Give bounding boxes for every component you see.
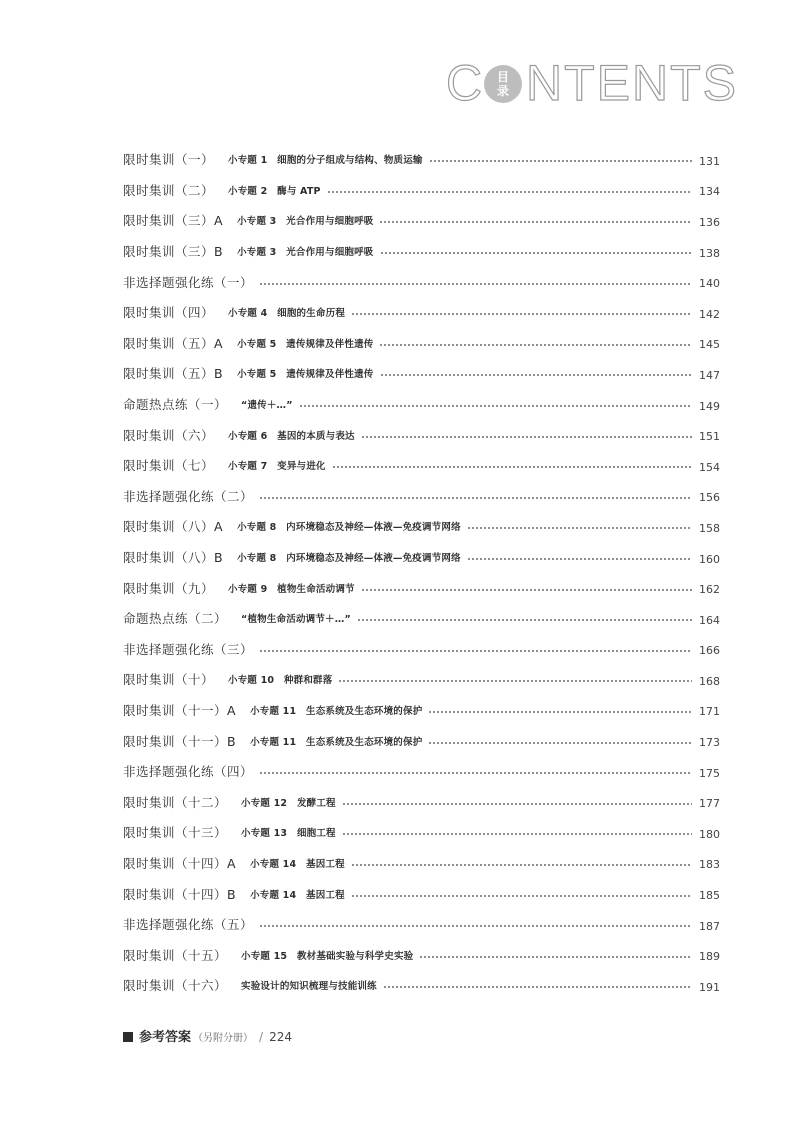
toc-entry-page: 158 [699,521,720,535]
toc-entry[interactable] [123,756,720,787]
dot-leader [338,675,692,685]
dot-leader [259,492,692,502]
toc-entry-topic: 小专题 11 生态系统及生态环境的保护 [250,736,423,748]
dot-leader [429,155,692,165]
dot-leader [327,186,692,196]
dot-leader [467,522,692,532]
contents-letters-rest: NTENTS [526,55,738,111]
toc-entry-topic: “遗传＋…” [241,400,293,412]
dot-leader [351,859,692,869]
toc-entry-topic: 小专题 13 细胞工程 [241,828,336,840]
toc-entry-label: 限时集训（七） [123,458,215,474]
toc-entry-page: 156 [699,491,720,505]
toc-entry[interactable] [123,572,720,603]
toc-entry-topic: 小专题 4 细胞的生命历程 [228,308,346,320]
toc-entry[interactable] [123,725,720,756]
toc-entry[interactable] [123,634,720,665]
toc-entry-label: 限时集训（十六） [123,978,228,994]
toc-entry-page: 131 [699,154,720,168]
toc-entry[interactable] [123,450,720,481]
toc-entry-label: 限时集训（十三） [123,825,228,841]
dot-leader [383,981,692,991]
toc-entry-page: 166 [699,644,720,658]
toc-entry-topic: 小专题 3 光合作用与细胞呼吸 [237,247,374,259]
toc-entry-topic: 小专题 1 细胞的分子组成与结构、物质运输 [228,155,423,167]
toc-entry-label: 限时集训（十二） [123,794,228,810]
toc-entry-label: 限时集训（十四）A [123,855,237,871]
dot-leader [379,339,692,349]
toc-entry-label: 非选择题强化练（三） [123,641,254,657]
toc-entry[interactable] [123,878,720,909]
toc-entry[interactable] [123,817,720,848]
answer-key-footer[interactable] [123,1026,292,1045]
toc-entry-topic: 实验设计的知识梳理与技能训练 [241,981,377,993]
toc-entry-label: 命题热点练（一） [123,397,228,413]
toc-entry[interactable] [123,481,720,512]
toc-entry-label: 限时集训（十一）A [123,702,237,718]
dot-leader [419,951,692,961]
toc-entry[interactable] [123,511,720,542]
toc-entry-topic: 小专题 10 种群和群落 [228,675,333,687]
toc-entry-topic: 小专题 15 教材基础实验与科学史实验 [241,950,414,962]
toc-entry-topic: 小专题 11 生态系统及生态环境的保护 [250,705,423,717]
toc-entry-page: 187 [699,919,720,933]
dot-leader [351,308,692,318]
toc-entry[interactable] [123,970,720,1001]
mulu-badge [484,65,522,103]
toc-entry-label: 限时集训（一） [123,152,215,168]
toc-entry-label: 限时集训（五）A [123,335,224,351]
toc-entry[interactable] [123,389,720,420]
dot-leader [380,247,693,257]
dot-leader [332,461,692,471]
toc-entry[interactable] [123,542,720,573]
toc-entry-label: 限时集训（八）A [123,519,224,535]
toc-entry-page: 180 [699,827,720,841]
dot-leader [428,706,692,716]
toc-entry[interactable] [123,266,720,297]
dot-leader [299,400,692,410]
toc-entry-topic: 小专题 9 植物生命活动调节 [228,583,355,595]
toc-entry[interactable] [123,144,720,175]
answer-key-title: 参考答案 [139,1030,192,1045]
toc-entry-topic: 小专题 14 基因工程 [250,858,345,870]
toc-entry-topic: 小专题 12 发酵工程 [241,797,336,809]
dot-leader [259,645,692,655]
dot-leader [342,798,692,808]
dot-leader [380,369,693,379]
toc-entry[interactable] [123,236,720,267]
toc-entry-label: 限时集训（二） [123,182,215,198]
dot-leader [379,216,692,226]
toc-entry-label: 非选择题强化练（二） [123,488,254,504]
toc-entry-label: 限时集训（十四）B [123,886,237,902]
toc-entry-label: 限时集训（十） [123,672,215,688]
answer-key-note: （另附分册） [193,1033,254,1044]
toc-entry-label: 限时集训（十五） [123,947,228,963]
toc-entry-label: 非选择题强化练（四） [123,764,254,780]
toc-entry-label: 限时集训（三）B [123,244,224,260]
toc-entry[interactable] [123,328,720,359]
toc-entry-topic: 小专题 3 光合作用与细胞呼吸 [237,216,374,228]
toc-entry-topic: 小专题 5 遗传规律及伴性遗传 [237,369,374,381]
toc-entry[interactable] [123,664,720,695]
toc-entry-page: 183 [699,858,720,872]
toc-entry-topic: 小专题 7 变异与进化 [228,461,326,473]
toc-entry-topic: 小专题 8 内环境稳态及神经—体液—免疫调节网络 [237,553,461,565]
toc-entry-topic: 小专题 8 内环境稳态及神经—体液—免疫调节网络 [237,522,461,534]
toc-entry-page: 191 [699,980,720,994]
toc-entry-label: 限时集训（九） [123,580,215,596]
toc-entry-page: 175 [699,766,720,780]
dot-leader [467,553,692,563]
toc-entry-topic: 小专题 2 酶与 ATP [228,185,321,197]
toc-entry[interactable] [123,695,720,726]
toc-entry-topic: 小专题 14 基因工程 [250,889,345,901]
toc-entry-label: 限时集训（六） [123,427,215,443]
toc-entry-label: 限时集训（十一）B [123,733,237,749]
dot-leader [357,614,692,624]
toc-entry-topic: 小专题 5 遗传规律及伴性遗传 [237,338,374,350]
toc-entry-page: 151 [699,430,720,444]
dot-leader [259,278,692,288]
footer-separator: / [259,1030,264,1044]
toc-entry-page: 189 [699,950,720,964]
toc-entry-page: 140 [699,277,720,291]
dot-leader [259,920,692,930]
toc-entry-page: 171 [699,705,720,719]
toc-entry-page: 136 [699,215,720,229]
dot-leader [342,828,692,838]
dot-leader [259,767,692,777]
toc-entry-page: 185 [699,889,720,903]
badge-char-2: 录 [496,84,509,98]
toc-entry[interactable] [123,419,720,450]
toc-entry-page: 173 [699,736,720,750]
toc-entry-page: 154 [699,460,720,474]
badge-char-1: 目 [496,70,509,84]
toc-entry-page: 168 [699,674,720,688]
square-bullet-icon [123,1032,133,1042]
toc-entry[interactable] [123,909,720,940]
toc-entry[interactable] [123,939,720,970]
toc-entry-label: 限时集训（五）B [123,366,224,382]
dot-leader [428,737,692,747]
toc-entry-label: 限时集训（四） [123,305,215,321]
toc-entry-page: 149 [699,399,720,413]
toc-entry-page: 177 [699,797,720,811]
toc-entry-page: 162 [699,583,720,597]
dot-leader [361,431,692,441]
contents-header [446,55,738,111]
toc-entry-page: 160 [699,552,720,566]
toc-entry-topic: “植物生命活动调节＋…” [241,614,351,626]
table-of-contents [123,144,720,1001]
toc-entry-topic: 小专题 6 基因的本质与表达 [228,430,355,442]
toc-entry[interactable] [123,205,720,236]
toc-entry[interactable] [123,175,720,206]
dot-leader [361,584,692,594]
toc-entry-label: 命题热点练（二） [123,611,228,627]
toc-entry[interactable] [123,297,720,328]
toc-entry[interactable] [123,786,720,817]
toc-entry-label: 限时集训（八）B [123,550,224,566]
toc-entry-label: 非选择题强化练（一） [123,274,254,290]
toc-entry-label: 限时集训（三）A [123,213,224,229]
toc-entry-page: 145 [699,338,720,352]
toc-entry[interactable] [123,603,720,634]
toc-entry-page: 142 [699,307,720,321]
toc-entry-page: 147 [699,368,720,382]
dot-leader [351,890,692,900]
toc-entry[interactable] [123,848,720,879]
toc-entry-page: 164 [699,613,720,627]
toc-entry-label: 非选择题强化练（五） [123,917,254,933]
answer-key-page: 224 [269,1030,292,1044]
contents-letter-c: C [446,55,484,111]
toc-entry[interactable] [123,358,720,389]
toc-entry-page: 134 [699,185,720,199]
toc-entry-page: 138 [699,246,720,260]
